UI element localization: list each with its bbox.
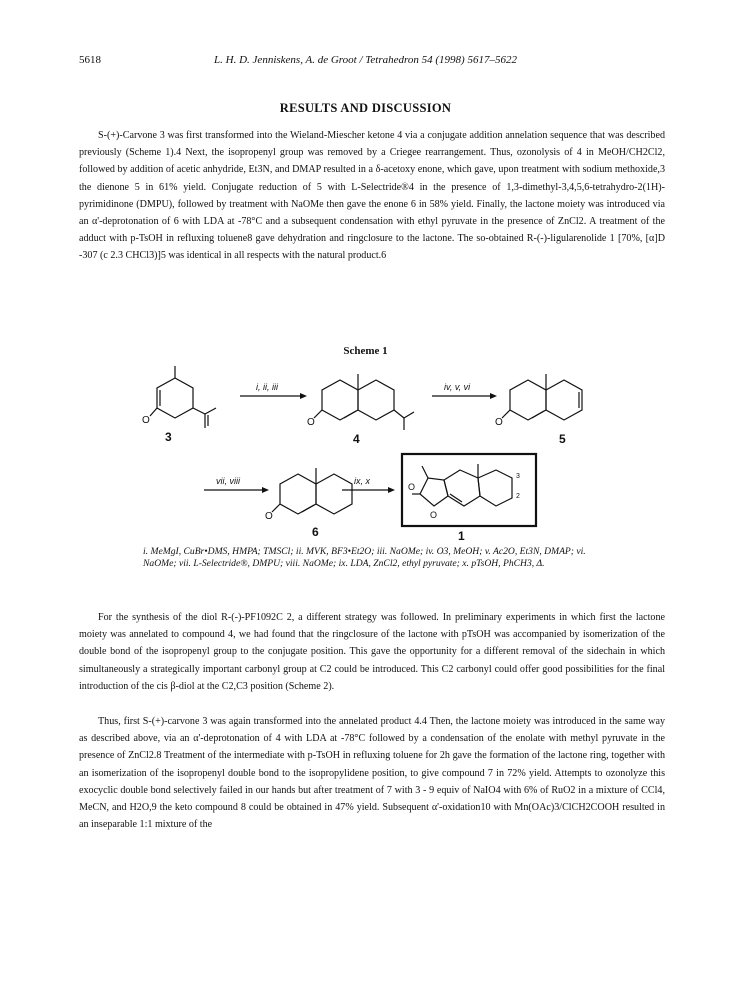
compound-label-6: 6 bbox=[312, 525, 319, 539]
c3-label: 3 bbox=[516, 473, 520, 480]
paragraph-3: Thus, first S-(+)-carvone 3 was again transformed into the annelated product 4.4 Then, the lactone moiety was introduced in the same way as described above, via an α'-deprotonation of 4 with LDA at -78°C followed by a condensation of the enolate with methyl pyruvate in the presence of ZnCl2.8 Treatment of the intermediate with p-TsOH in refluxing toluene for 2h gave the formation of the lactone ring, together with an isomerization of the isopropenyl double bond to the isopropylidene position, to give compound 7 in 72% yield. Attempts to ozonolyze this exocyclic double bond selectively failed in our hands but after treatment of 7 with 3 - 9 equiv of NaIO4 with 6% of RuO2 in a mixture of CCl4, MeCN, and H2O,9 the keto compound 8 could be obtained in 47% yield. Subsequent α'-oxidation10 with Mn(OAc)3/ClCH2COOH resulted in an inseparable 1:1 mixture of the bbox=[79, 716, 665, 831]
oxygen-label-6: O bbox=[265, 511, 273, 522]
compound-label-4: 4 bbox=[353, 432, 360, 446]
lactone-oxygen-label: O bbox=[408, 482, 416, 492]
arrow-label-3: vii, viii bbox=[216, 476, 240, 486]
compound-label-5: 5 bbox=[559, 432, 566, 446]
ring-oxygen-label: O bbox=[430, 510, 438, 520]
scheme-title: Scheme 1 bbox=[343, 345, 388, 357]
paragraph-2: For the synthesis of the diol R-(-)-PF1092C 2, a different strategy was followed. In preliminary experiments in which first the lactone moiety was annelated to compound 4, we had found that the ringclosure of the lactone with pTsOH was accompanied by isomerization of the double bond of the isopropenyl group to the conjugate position. This gave the opportunity for a different removal of the sidechain in which simultaneously a strategically important carbonyl group at C2 could be introduced. This C2 carbonyl could offer good possibilities for the final introduction of the cis β-diol at the C2,C3 position (Scheme 2). bbox=[79, 612, 665, 692]
compound-label-1: 1 bbox=[458, 529, 465, 543]
structure-compound-3 bbox=[150, 366, 216, 428]
reaction-scheme bbox=[142, 366, 590, 543]
arrow-label-4: ix, x bbox=[354, 476, 371, 486]
section-heading: RESULTS AND DISCUSSION bbox=[279, 101, 452, 115]
arrow-label-1: i, ii, iii bbox=[256, 382, 278, 392]
running-title: L. H. D. Jenniskens, A. de Groot / Tetrahedron 54 (1998) 5617–5622 bbox=[214, 54, 517, 66]
oxygen-label-3: O bbox=[142, 415, 150, 426]
compound-label-3: 3 bbox=[165, 430, 172, 444]
oxygen-label-4: O bbox=[307, 417, 315, 428]
structure-compound-5 bbox=[502, 374, 582, 420]
structure-compound-6 bbox=[272, 468, 352, 514]
structure-compound-4 bbox=[314, 374, 414, 430]
paragraph-1: S-(+)-Carvone 3 was first transformed into the Wieland-Miescher ketone 4 via a conjugate addition annelation sequence that was described previously (Scheme 1).4 Next, the isopropenyl group was removed by a Criegee rearrangement. Thus, ozonolysis of 4 in MeOH/CH2Cl2, followed by addition of acetic anhydride, Et3N, and DMAP resulted in a δ-acetoxy enone, which gave, upon treatment with sodium methoxide,3 the dienone 5 in 61% yield. Conjugate reduction of 5 with L-Selectride®4 in the presence of 1,3-dimethyl-3,4,5,6-tetrahydro-2(1H)-pyrimidinone (DMPU), followed by treatment with NaOMe then gave the enone 6 in 58% yield. Finally, the lactone moiety was introduced via an α'-deprotonation of 6 with LDA at -78°C and a subsequent condensation with ethyl pyruvate in the presence of ZnCl2. A treatment of the adduct with p-TsOH in refluxing toluene8 gave dehydration and ringclosure to the lactone. The so-obtained R-(-)-ligularenolide 1 [70%, [α]D -307 (c 2.3 CHCl3)]5 was identical in all respects with the natural product.6 bbox=[79, 130, 665, 262]
structure-compound-1 bbox=[412, 464, 512, 506]
scheme-caption: i. MeMgI, CuBr•DMS, HMPA; TMSCl; ii. MVK, BF3•Et2O; iii. NaOMe; iv. O3, MeOH; v. Ac2O, Et3N, DMAP; vi. NaOMe; vii. L-Selectride®, DMPU; viii. NaOMe; ix. LDA, ZnCl2, ethyl pyruvate; x. pTsOH, PhCH3, Δ. bbox=[143, 546, 586, 570]
page-number: 5618 bbox=[79, 54, 101, 66]
c2-label: 2 bbox=[516, 493, 520, 500]
oxygen-label-5: O bbox=[495, 417, 503, 428]
arrow-label-2: iv, v, vi bbox=[444, 382, 471, 392]
